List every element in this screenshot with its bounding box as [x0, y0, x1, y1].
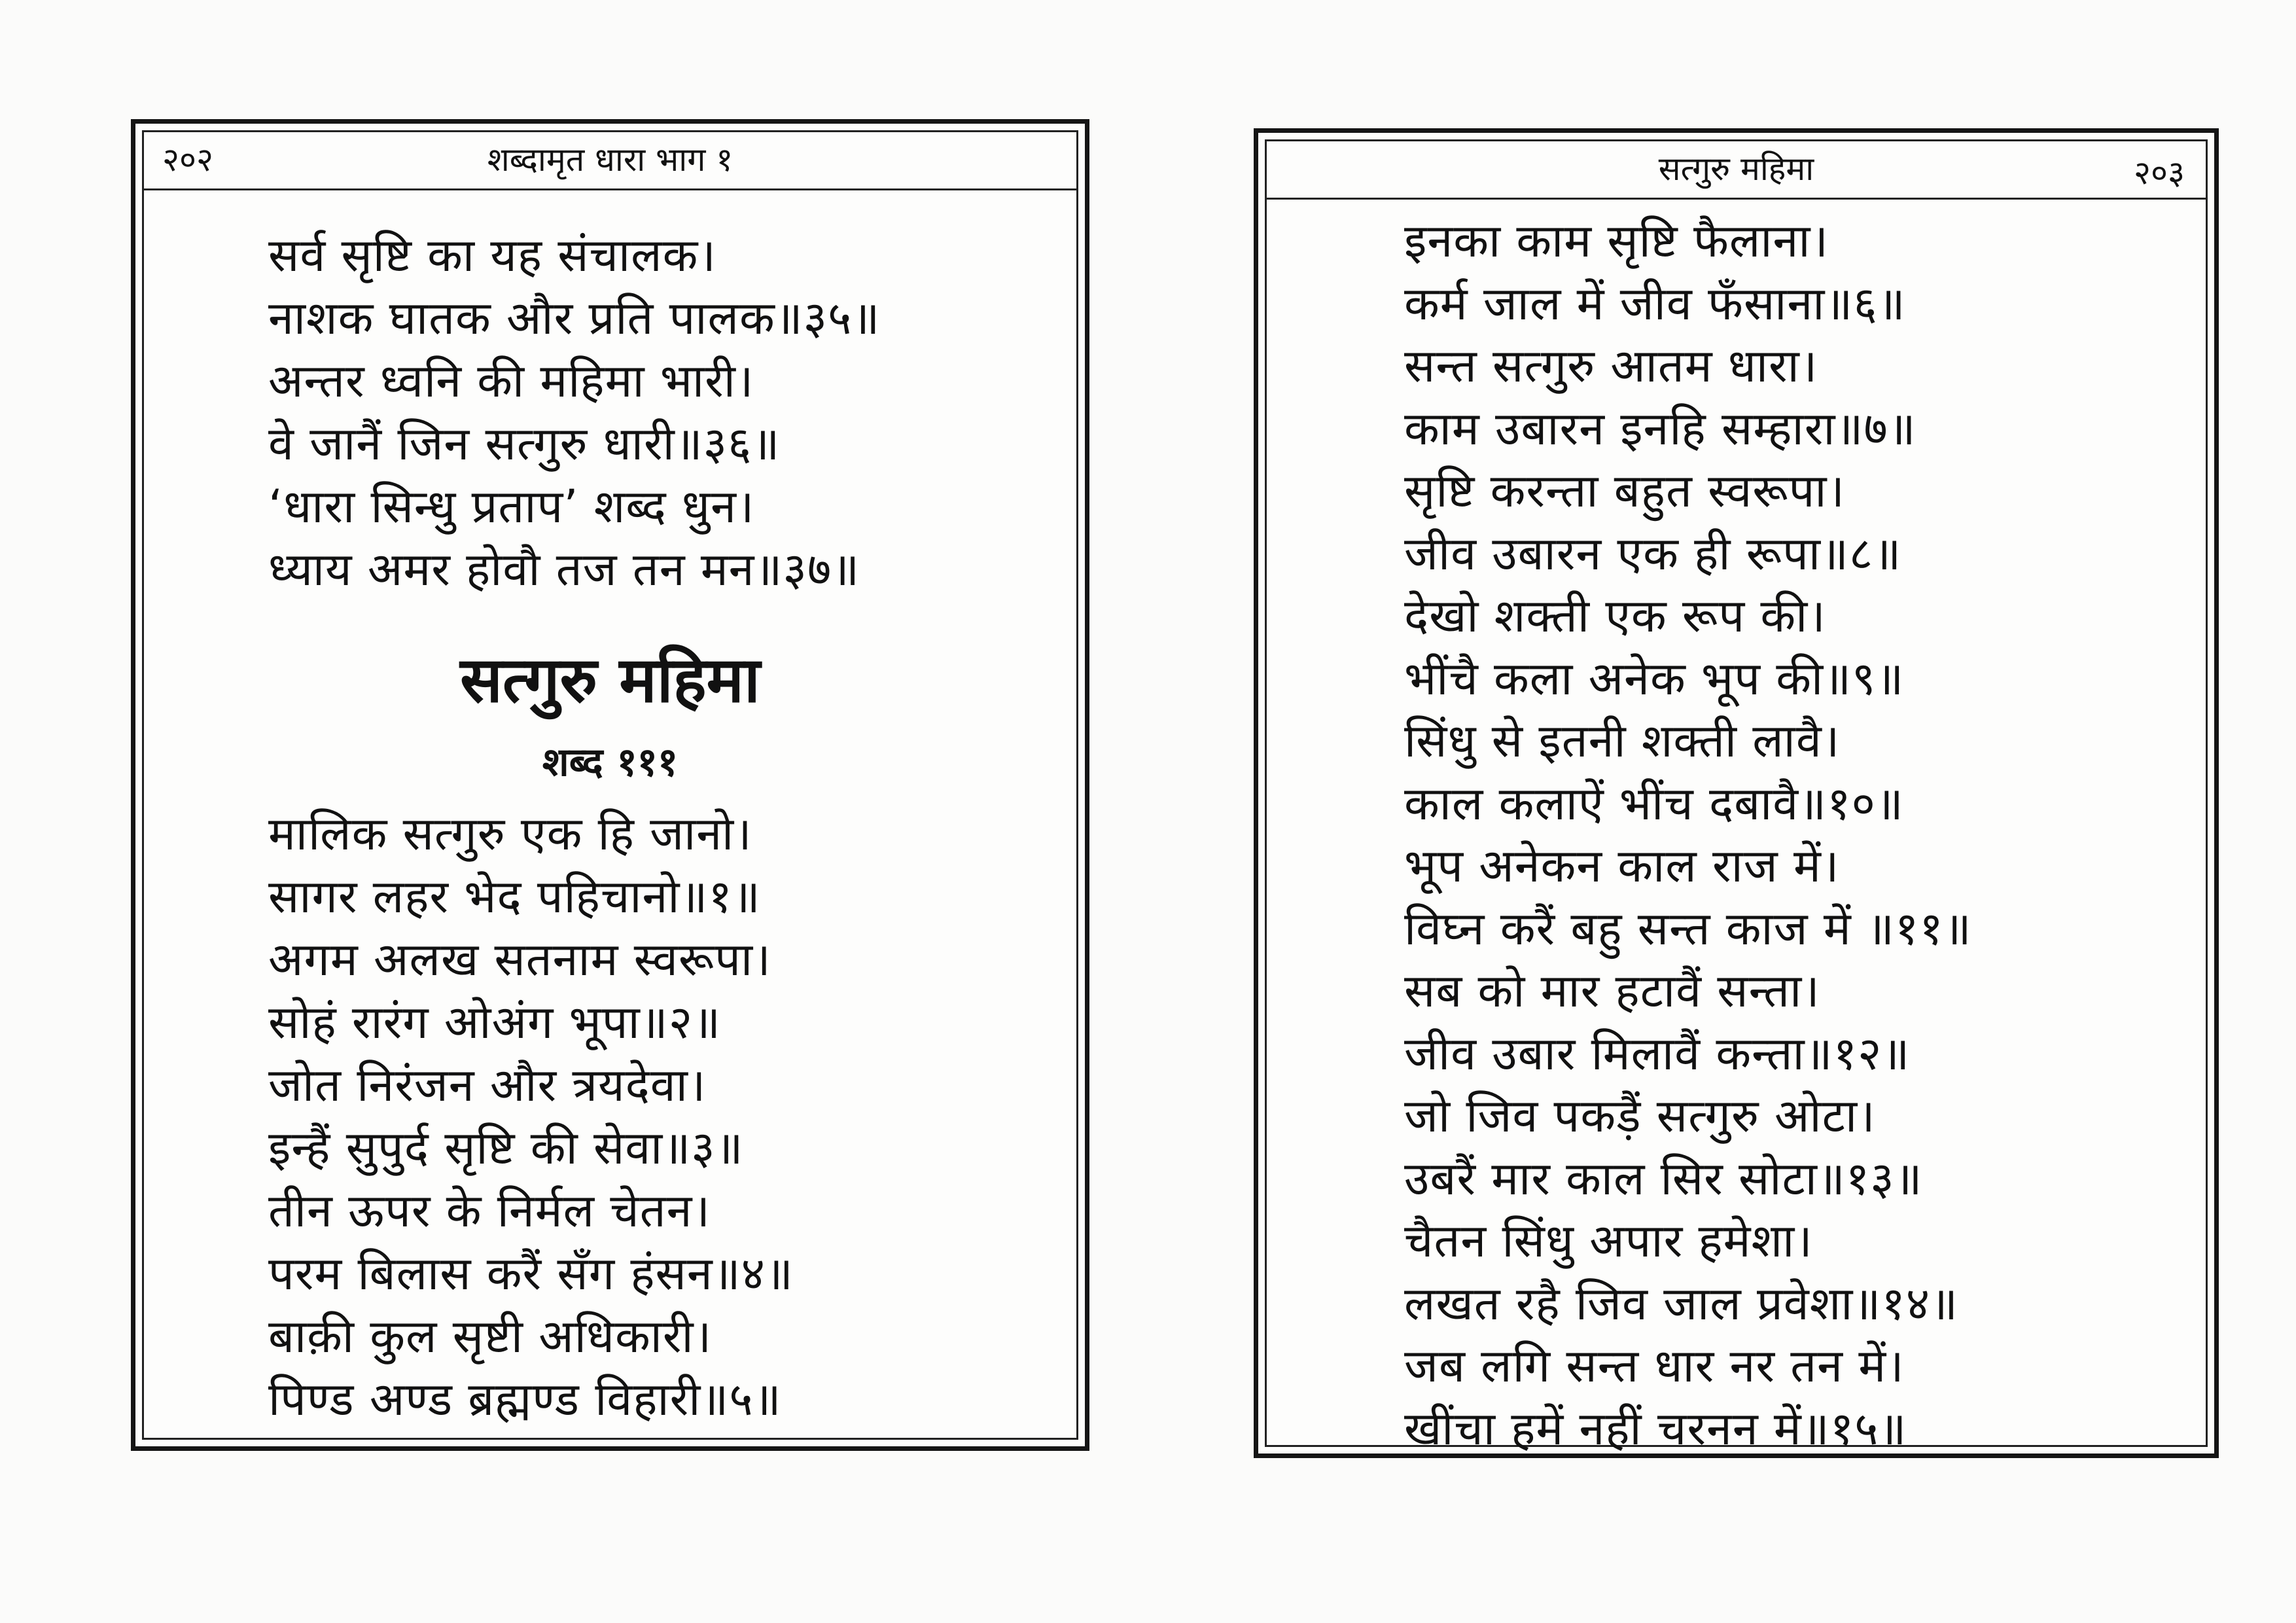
verse-line: खींचा हमें नहीं चरनन में॥१५॥	[1404, 1401, 1907, 1455]
verse-line: लखत रहै जिव जाल प्रवेशा॥१४॥	[1404, 1276, 1959, 1330]
left-verses-top	[268, 224, 880, 601]
right-page-inner-border	[1265, 139, 2208, 1455]
right-verses	[1404, 210, 1972, 1460]
verse-line: अन्तर ध्वनि की महिमा भारी।	[268, 354, 754, 408]
verse-line: ‘धारा सिन्धु प्रताप’ शब्द धुन।	[268, 480, 755, 533]
left-page-header	[144, 132, 1076, 190]
section-title: सत्गुरु महिमा	[460, 643, 760, 717]
verse-line: भींचै कला अनेक भूप की॥९॥	[1404, 651, 1905, 705]
left-page-number: २०२	[162, 141, 213, 179]
verse-line: परम बिलास करैं सँग हंसन॥४॥	[268, 1247, 794, 1300]
right-page	[1254, 128, 2219, 1458]
verse-line: इनका काम सृष्टि फैलाना।	[1404, 214, 1829, 268]
verse-line: सोहं रारंग ओअंग भूपा॥२॥	[268, 995, 722, 1049]
verse-line: सिंधु से इतनी शक्ती लावै।	[1404, 714, 1841, 768]
left-page	[131, 119, 1089, 1451]
verse-line: भूप अनेकन काल राज में।	[1404, 839, 1840, 893]
left-page-inner-border	[142, 130, 1078, 1440]
verse-line: काल कलाऐं भींच दबावै॥१०॥	[1404, 776, 1904, 830]
verse-line: वे जानैं जिन सत्गुरु धारी॥३६॥	[268, 417, 781, 471]
verse-line: इन्हैं सुपुर्द सृष्टि की सेवा॥३॥	[268, 1121, 744, 1175]
verse-line: विघ्न करैं बहु सन्त काज में ॥११॥	[1404, 901, 1972, 955]
verse-line: उबरैं मार काल सिर सोटा॥१३॥	[1404, 1151, 1923, 1205]
verse-line: जो जिव पकड़ैं सत्गुरु ओटा।	[1404, 1089, 1876, 1143]
left-verses-bottom	[268, 802, 794, 1431]
left-running-title: शब्दामृत धारा भाग १	[487, 141, 733, 179]
verse-line: चैतन सिंधु अपार हमेशा।	[1404, 1214, 1813, 1268]
verse-line: जीव उबारन एक ही रूपा॥८॥	[1404, 526, 1902, 580]
verse-line: जब लगि सन्त धार नर तन में।	[1404, 1339, 1905, 1393]
verse-line: देखो शक्ती एक रूप की।	[1404, 589, 1826, 643]
verse-line: मालिक सत्गुरु एक हि जानो।	[268, 807, 752, 861]
verse-line: जीव उबार मिलावैं कन्ता॥१२॥	[1404, 1026, 1911, 1080]
right-running-title: सत्गुरु महिमा	[1658, 150, 1814, 188]
shabd-number: शब्द १११	[542, 740, 679, 785]
verse-line: नाशक घातक और प्रति पालक॥३५॥	[268, 291, 881, 345]
verse-line: सब को मार हटावैं सन्ता।	[1404, 964, 1820, 1018]
verse-line: अगम अलख सतनाम स्वरूपा।	[268, 933, 771, 986]
verse-line: सर्व सृष्टि का यह संचालक।	[268, 228, 716, 282]
right-page-number: २०३	[2134, 154, 2185, 192]
verse-line: पिण्ड अण्ड ब्रह्मण्ड विहारी॥५॥	[268, 1372, 782, 1426]
verse-line: तीन ऊपर के निर्मल चेतन।	[268, 1184, 711, 1238]
verse-line: सृष्टि करन्ता बहुत स्वरूपा।	[1404, 464, 1846, 518]
verse-line: बाक़ी कुल सृष्टी अधिकारी।	[268, 1310, 713, 1363]
verse-line: जोत निरंजन और त्रयदेवा।	[268, 1058, 707, 1112]
verse-line: काम उबारन इनहि सम्हारा॥७॥	[1404, 401, 1916, 455]
verse-line: सागर लहर भेद पहिचानो॥१॥	[268, 870, 761, 923]
verse-line: ध्याय अमर होवौ तज तन मन॥३७॥	[268, 543, 860, 596]
verse-line: सन्त सत्गुरु आतम धारा।	[1404, 339, 1818, 393]
verse-line: कर्म जाल में जीव फँसाना॥६॥	[1404, 276, 1906, 330]
right-page-header	[1267, 141, 2206, 200]
